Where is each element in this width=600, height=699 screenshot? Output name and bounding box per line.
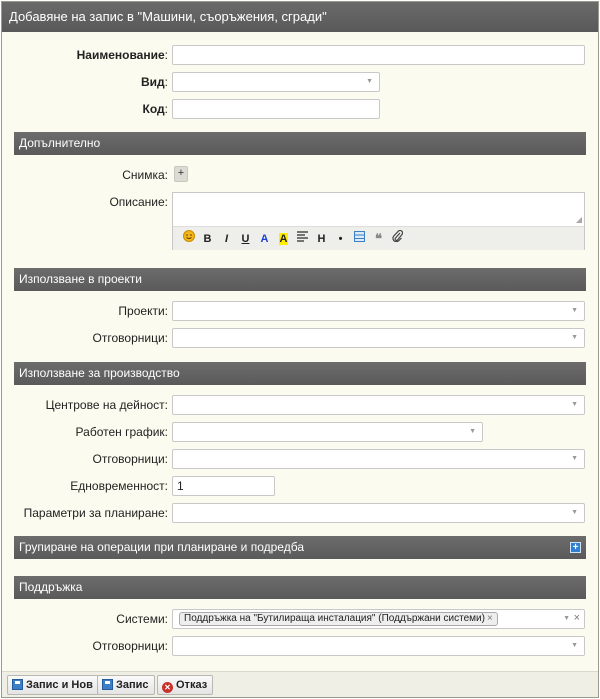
section-projects[interactable]: Използване в проекти (14, 268, 586, 291)
section-grouping[interactable] (14, 536, 586, 559)
section-production[interactable]: Използване за производство (14, 362, 586, 385)
save-icon (12, 679, 23, 690)
production-responsible-select[interactable] (172, 449, 585, 469)
section-support[interactable]: Поддръжка (14, 576, 586, 599)
chevron-down-icon: ▼ (571, 509, 578, 516)
type-select[interactable] (172, 72, 380, 92)
chevron-down-icon: ▼ (571, 455, 578, 462)
bold-button[interactable]: B (203, 232, 212, 245)
cancel-button[interactable]: ✕ Отказ (157, 675, 213, 695)
projects-row (2, 300, 598, 322)
support-responsible-row (2, 635, 598, 657)
support-responsible-label: Отговорници: (92, 639, 168, 653)
add-record-dialog (1, 1, 599, 698)
grouping-title: Групиране на операции при планиране и подредба (19, 540, 304, 554)
simultaneity-label: Едновременност: (70, 479, 168, 493)
dialog-footer (2, 671, 598, 697)
tag-remove-icon[interactable]: × (486, 613, 493, 624)
heading-button[interactable]: H (317, 232, 326, 245)
underline-button[interactable]: U (241, 232, 250, 245)
code-label: Код: (142, 102, 168, 116)
dialog-title: Добавяне на запис в "Машини, съоръжения, сгради" (2, 2, 598, 32)
projects-responsible-label: Отговорници: (92, 331, 168, 345)
chevron-down-icon: ▼ (563, 615, 570, 622)
paperclip-icon[interactable] (388, 230, 407, 248)
chevron-down-icon: ▼ (469, 428, 476, 435)
cancel-icon: ✕ (162, 682, 173, 693)
photo-label: Снимка: (122, 168, 168, 182)
systems-row (2, 608, 598, 630)
photo-row (2, 164, 598, 186)
description-label: Описание: (109, 195, 168, 209)
editor-toolbar (173, 226, 584, 250)
quote-icon[interactable]: ❝ (375, 230, 382, 246)
support-responsible-select[interactable] (172, 636, 585, 656)
systems-tag-label: Поддръжка на "Бутилираща инсталация" (Поддържани системи) (184, 613, 485, 624)
code-input[interactable] (172, 99, 380, 119)
chevron-down-icon: ▼ (571, 334, 578, 341)
production-responsible-row (2, 448, 598, 470)
name-input[interactable] (172, 45, 585, 65)
name-row (2, 44, 598, 66)
text-color-button[interactable]: A (260, 232, 269, 245)
projects-responsible-select[interactable] (172, 328, 585, 348)
centers-select[interactable] (172, 395, 585, 415)
emoji-icon[interactable] (179, 230, 198, 248)
schedule-select[interactable] (172, 422, 483, 442)
production-responsible-label: Отговорници: (92, 452, 168, 466)
params-label: Параметри за планиране: (23, 506, 168, 520)
simultaneity-input[interactable]: 1 (172, 476, 275, 496)
schedule-label: Работен график: (75, 425, 168, 439)
systems-tag (179, 612, 498, 626)
projects-label: Проекти: (118, 304, 168, 318)
save-button[interactable]: Запис (97, 675, 155, 695)
resize-grip-icon[interactable]: ◢ (575, 215, 582, 224)
section-additional[interactable]: Допълнително (14, 132, 586, 155)
expand-icon[interactable]: + (570, 542, 581, 553)
add-photo-button[interactable]: + (174, 166, 188, 182)
table-icon[interactable] (350, 230, 369, 248)
params-select[interactable] (172, 503, 585, 523)
type-label: Вид: (140, 75, 168, 89)
align-icon[interactable] (293, 230, 312, 248)
projects-select[interactable] (172, 301, 585, 321)
code-row (2, 98, 598, 120)
schedule-row (2, 421, 598, 443)
italic-button[interactable]: I (224, 232, 229, 245)
chevron-down-icon: ▼ (366, 78, 373, 85)
save-icon (102, 679, 113, 690)
save-and-new-button[interactable]: Запис и Нов (7, 675, 99, 695)
centers-label: Центрове на дейност: (45, 398, 168, 412)
systems-label: Системи: (116, 612, 168, 626)
chevron-down-icon: ▼ (571, 307, 578, 314)
chevron-down-icon: ▼ (571, 642, 578, 649)
description-editor (172, 192, 585, 250)
projects-responsible-row (2, 327, 598, 349)
chevron-down-icon: ▼ (571, 401, 578, 408)
simultaneity-row (2, 475, 598, 497)
name-label: Наименование: (76, 48, 168, 62)
description-textarea[interactable] (173, 193, 584, 226)
params-row (2, 502, 598, 524)
clear-icon[interactable]: × (573, 612, 580, 624)
systems-select[interactable] (172, 609, 585, 629)
highlight-button[interactable]: A (279, 232, 288, 245)
type-row (2, 71, 598, 93)
centers-row (2, 394, 598, 416)
bullet-button[interactable]: • (338, 232, 343, 245)
